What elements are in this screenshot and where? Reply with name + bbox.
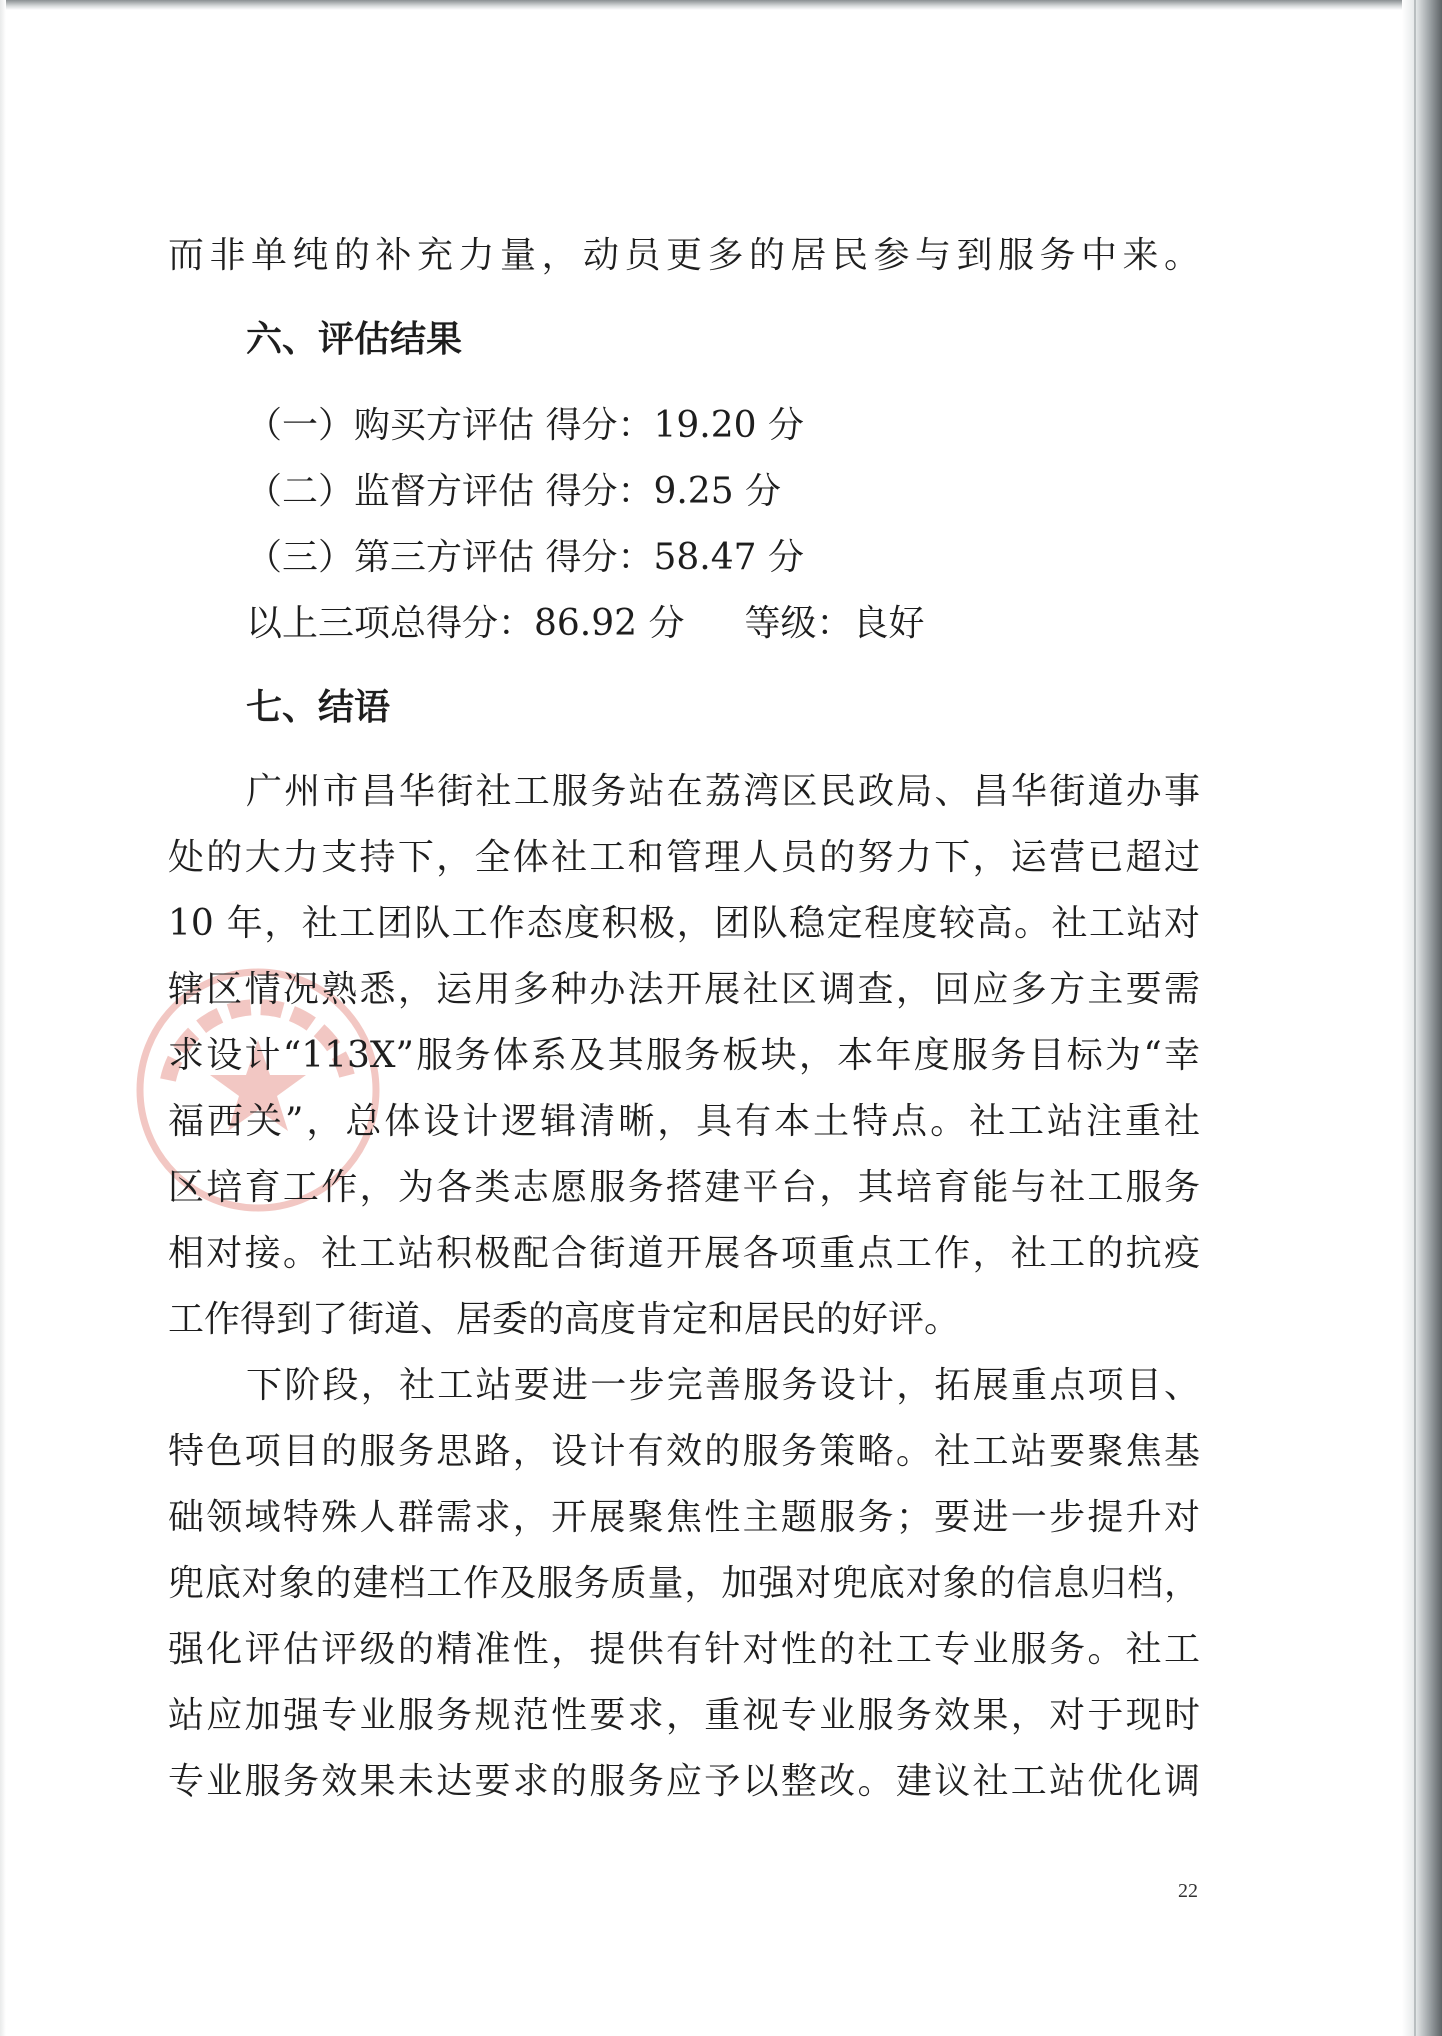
paragraph-line: 广州市昌华街社工服务站在荔湾区民政局、昌华街道办事 <box>246 771 1200 812</box>
page-number: 22 <box>1178 1880 1198 1902</box>
paragraph-line: 站应加强专业服务规范性要求，重视专业服务效果，对于现时 <box>168 1695 1200 1736</box>
paragraph-line: 专业服务效果未达要求的服务应予以整改。建议社工站优化调 <box>168 1761 1200 1802</box>
score-third-party: （三）第三方评估 得分：58.47 分 <box>246 537 804 578</box>
paragraph-line: 10 年，社工团队工作态度积极，团队稳定程度较高。社工站对 <box>168 903 1200 944</box>
paragraph-line: 福西关”，总体设计逻辑清晰，具有本土特点。社工站注重社 <box>168 1101 1200 1142</box>
grade: 等级：良好 <box>744 603 925 644</box>
score-supervisor: （二）监督方评估 得分：9.25 分 <box>246 471 782 512</box>
paragraph-line: 兜底对象的建档工作及服务质量，加强对兜底对象的信息归档， <box>168 1563 1200 1604</box>
total-score: 以上三项总得分：86.92 分 <box>246 603 685 644</box>
paragraph-line: 础领域特殊人群需求，开展聚焦性主题服务；要进一步提升对 <box>168 1497 1200 1538</box>
paragraph-line: 下阶段，社工站要进一步完善服务设计，拓展重点项目、 <box>246 1365 1200 1406</box>
scan-right-edge <box>1402 0 1442 2036</box>
section6-heading: 六、评估结果 <box>246 319 463 360</box>
scan-binding-line <box>1414 0 1416 2036</box>
paragraph-line: 处的大力支持下，全体社工和管理人员的努力下，运营已超过 <box>168 837 1200 878</box>
paragraph-line: 求设计“113X”服务体系及其服务板块，本年度服务目标为“幸 <box>168 1035 1200 1076</box>
paragraph-line: 特色项目的服务思路，设计有效的服务策略。社工站要聚焦基 <box>168 1431 1200 1472</box>
total-score-line <box>246 602 925 646</box>
paragraph-line: 辖区情况熟悉，运用多种办法开展社区调查，回应多方主要需 <box>168 969 1200 1010</box>
score-buyer: （一）购买方评估 得分：19.20 分 <box>246 405 804 446</box>
paragraph-line: 区培育工作，为各类志愿服务搭建平台，其培育能与社工服务 <box>168 1167 1200 1208</box>
paragraph-line: 工作得到了街道、居委的高度肯定和居民的好评。 <box>168 1299 961 1340</box>
paragraph-line: 相对接。社工站积极配合街道开展各项重点工作，社工的抗疫 <box>168 1233 1200 1274</box>
scan-top-edge <box>0 0 1442 10</box>
paragraph-line: 强化评估评级的精准性，提供有针对性的社工专业服务。社工 <box>168 1629 1200 1670</box>
scan-left-edge <box>0 0 6 2036</box>
section7-heading: 七、结语 <box>246 687 391 728</box>
continuation-line: 而非单纯的补充力量，动员更多的居民参与到服务中来。 <box>168 235 1200 276</box>
